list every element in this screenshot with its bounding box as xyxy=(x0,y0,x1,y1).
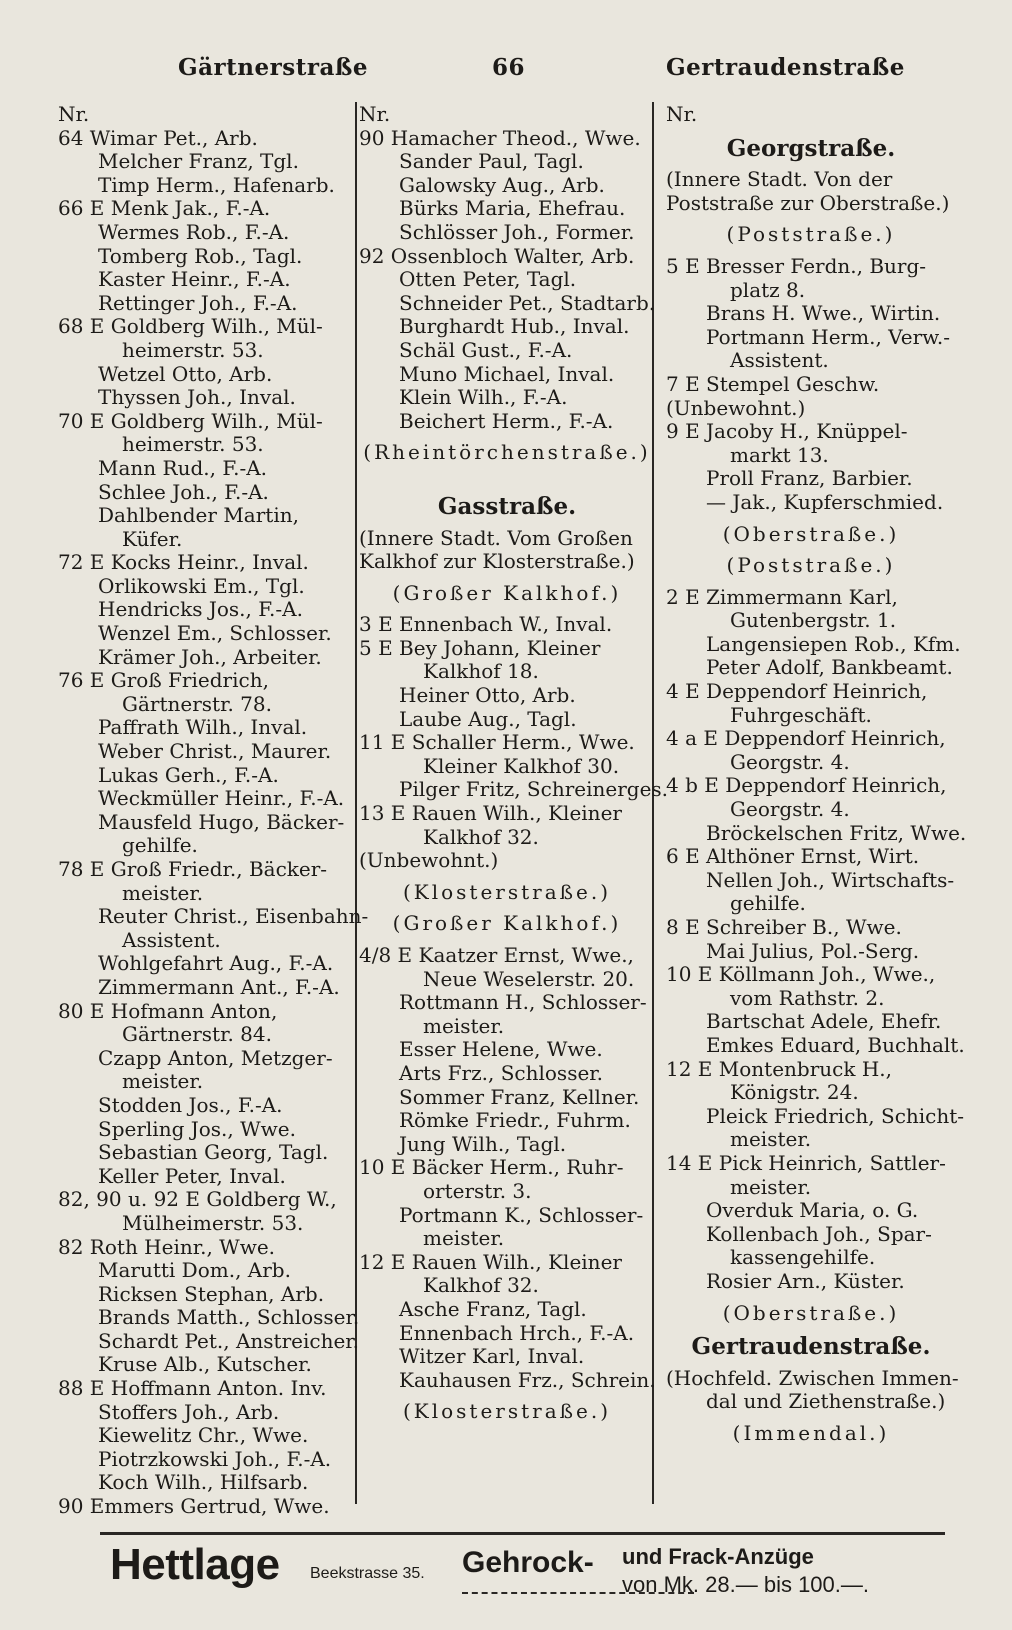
entry-line: Bartschat Adele, Ehefr. xyxy=(706,1009,942,1034)
entry-line: Georgstr. 4. xyxy=(730,749,850,774)
entry-line: Weber Christ., Maurer. xyxy=(98,739,332,764)
entry-line: Kleiner Kalkhof 30. xyxy=(423,753,620,778)
entry-line: 82 Roth Heinr., Wwe. xyxy=(58,1234,276,1259)
entry-line: Gärtnerstr. 84. xyxy=(122,1022,272,1047)
ad-brand: Hettlage xyxy=(110,1540,280,1589)
cross-street: (Poststraße.) xyxy=(726,553,896,578)
street-description: (Innere Stadt. Vom Großen xyxy=(359,525,633,550)
entry-line: Koch Wilh., Hilfsarb. xyxy=(98,1470,309,1495)
entry-line: meister. xyxy=(730,1127,812,1152)
entry-line: Kruse Alb., Kutscher. xyxy=(98,1352,312,1377)
entry-line: 66 E Menk Jak., F.-A. xyxy=(58,196,271,221)
entry-line: Wohlgefahrt Aug., F.-A. xyxy=(98,951,334,976)
entry-line: Brands Matth., Schlosser. xyxy=(98,1305,360,1330)
entry-line: Emkes Eduard, Buchhalt. xyxy=(706,1032,965,1057)
column-divider-1 xyxy=(355,102,357,1504)
entry-line: Georgstr. 4. xyxy=(730,797,850,822)
cross-street: (Rheintörchenstraße.) xyxy=(363,440,651,465)
entry-line: Wenzel Em., Schlosser. xyxy=(98,621,332,646)
entry-line: meister. xyxy=(730,1174,812,1199)
entry-line: Dahlbender Martin, xyxy=(98,503,299,528)
entry-line: Melcher Franz, Tgl. xyxy=(98,149,299,174)
entry-line: Wermes Rob., F.-A. xyxy=(98,219,290,244)
entry-line: 70 E Goldberg Wilh., Mül- xyxy=(58,408,323,433)
entry-line: 92 Ossenbloch Walter, Arb. xyxy=(359,243,635,268)
entry-line: 3 E Ennenbach W., Inval. xyxy=(359,612,613,637)
entry-line: Schäl Gust., F.-A. xyxy=(399,337,573,362)
entry-line: 12 E Montenbruck H., xyxy=(666,1056,892,1081)
entry-line: Kaster Heinr., F.-A. xyxy=(98,267,291,292)
entry-line: 4 a E Deppendorf Heinrich, xyxy=(666,726,946,751)
entry-line: (Unbewohnt.) xyxy=(666,395,806,420)
entry-line: Rottmann H., Schlosser- xyxy=(399,990,647,1015)
cross-street: (Klosterstraße.) xyxy=(402,879,612,904)
entry-line: Marutti Dom., Arb. xyxy=(98,1258,291,1283)
entry-line: Orlikowski Em., Tgl. xyxy=(98,573,305,598)
entry-line: Neue Weselerstr. 20. xyxy=(423,966,635,991)
entry-line: markt 13. xyxy=(730,442,829,467)
entry-line: Mai Julius, Pol.-Serg. xyxy=(706,938,920,963)
entry-line: Assistent. xyxy=(122,927,221,952)
entry-line: (Unbewohnt.) xyxy=(359,848,499,873)
entry-line: meister. xyxy=(122,880,204,905)
entry-line: Gärtnerstr. 78. xyxy=(122,691,272,716)
entry-line: Muno Michael, Inval. xyxy=(399,361,615,386)
ad-address: Beekstrasse 35. xyxy=(310,1565,425,1582)
entry-line: Königstr. 24. xyxy=(730,1080,859,1105)
entry-line: gehilfe. xyxy=(122,833,198,858)
street-heading: Gasstraße. xyxy=(437,492,577,520)
entry-line: 72 E Kocks Heinr., Inval. xyxy=(58,550,309,575)
entry-line: Brans H. Wwe., Wirtin. xyxy=(706,301,941,326)
entry-line: Kauhausen Frz., Schrein. xyxy=(399,1367,656,1392)
entry-line: 13 E Rauen Wilh., Kleiner xyxy=(359,801,622,826)
entry-line: 76 E Groß Friedrich, xyxy=(58,668,269,693)
entry-line: Gutenbergstr. 1. xyxy=(730,608,897,633)
entry-line: 4 b E Deppendorf Heinrich, xyxy=(666,773,947,798)
cross-street: (Immendal.) xyxy=(732,1420,890,1445)
entry-line: kassengehilfe. xyxy=(730,1245,876,1270)
entry-line: Mülheimerstr. 53. xyxy=(122,1210,304,1235)
entry-line: 90 Hamacher Theod., Wwe. xyxy=(359,125,641,150)
cross-street: (Klosterstraße.) xyxy=(402,1399,612,1424)
entry-line: 88 E Hoffmann Anton. Inv. xyxy=(58,1376,327,1401)
entry-line: Kalkhof 18. xyxy=(423,659,539,684)
entry-line: 11 E Schaller Herm., Wwe. xyxy=(359,730,635,755)
entry-line: heimerstr. 53. xyxy=(122,337,264,362)
entry-line: Proll Franz, Barbier. xyxy=(706,466,913,491)
street-description: (Hochfeld. Zwischen Immen- xyxy=(666,1365,959,1390)
entry-line: Pilger Fritz, Schreinerges. xyxy=(399,777,669,802)
entry-line: — Jak., Kupferschmied. xyxy=(706,489,944,514)
entry-line: Asche Franz, Tagl. xyxy=(399,1296,587,1321)
entry-line: Piotrzkowski Joh., F.-A. xyxy=(98,1446,332,1471)
entry-line: Fuhrgeschäft. xyxy=(730,702,872,727)
entry-line: Schneider Pet., Stadtarb. xyxy=(399,290,656,315)
entry-line: Zimmermann Ant., F.-A. xyxy=(98,974,340,999)
entry-line: Hendricks Jos., F.-A. xyxy=(98,597,303,622)
entry-line: Kalkhof 32. xyxy=(423,824,539,849)
page-number: 66 xyxy=(492,54,526,81)
entry-line: Esser Helene, Wwe. xyxy=(399,1037,603,1062)
entry-line: 64 Wimar Pet., Arb. xyxy=(58,125,258,150)
street-heading: Gertraudenstraße. xyxy=(691,1333,931,1361)
entry-line: Ennenbach Hrch., F.-A. xyxy=(399,1320,635,1345)
entry-line: Rettinger Joh., F.-A. xyxy=(98,290,298,315)
entry-line: 5 E Bey Johann, Kleiner xyxy=(359,635,601,660)
cross-street: (Großer Kalkhof.) xyxy=(392,911,622,936)
column-1 xyxy=(58,102,369,1519)
entry-line: Küfer. xyxy=(122,526,183,551)
entry-line: 90 Emmers Gertrud, Wwe. xyxy=(58,1494,330,1519)
entry-line: Pleick Friedrich, Schicht- xyxy=(706,1103,965,1128)
entry-line: Lukas Gerh., F.-A. xyxy=(98,762,279,787)
entry-line: Stoffers Joh., Arb. xyxy=(98,1399,280,1424)
entry-line: 9 E Jacoby H., Knüppel- xyxy=(666,419,908,444)
entry-line: Beichert Herm., F.-A. xyxy=(399,408,614,433)
entry-line: 7 E Stempel Geschw. xyxy=(666,371,880,396)
entry-line: Laube Aug., Tagl. xyxy=(399,706,577,731)
entry-line: 14 E Pick Heinrich, Sattler- xyxy=(666,1150,946,1175)
entry-line: 6 E Althöner Ernst, Wirt. xyxy=(666,844,920,869)
entry-line: Römke Friedr., Fuhrm. xyxy=(399,1108,631,1133)
entry-line: meister. xyxy=(423,1226,505,1251)
spacer xyxy=(359,473,655,485)
entry-line: Peter Adolf, Bankbeamt. xyxy=(706,655,953,680)
entry-line: Sommer Franz, Kellner. xyxy=(399,1084,640,1109)
entry-line: 10 E Bäcker Herm., Ruhr- xyxy=(359,1155,624,1180)
entry-line: Weckmüller Heinr., F.-A. xyxy=(98,786,345,811)
entry-line: Burghardt Hub., Inval. xyxy=(399,314,630,339)
column-2 xyxy=(359,102,669,1432)
nr-label: Nr. xyxy=(58,102,90,126)
ad-product-2: und Frack-Anzüge xyxy=(622,1544,814,1569)
entry-line: Schlösser Joh., Former. xyxy=(399,219,635,244)
ad-price: von Mk. 28.— bis 100.—. xyxy=(622,1572,869,1597)
cross-street: (Poststraße.) xyxy=(726,222,896,247)
entry-line: vom Rathstr. 2. xyxy=(730,985,885,1010)
entry-line: Arts Frz., Schlosser. xyxy=(399,1060,604,1085)
entry-line: Kollenbach Joh., Spar- xyxy=(706,1221,932,1246)
entry-line: Bröckelschen Fritz, Wwe. xyxy=(706,820,967,845)
cross-street: (Oberstraße.) xyxy=(722,521,900,546)
entry-line: Nellen Joh., Wirtschafts- xyxy=(706,867,955,892)
entry-line: Reuter Christ., Eisenbahn- xyxy=(98,904,369,929)
entry-line: 8 E Schreiber B., Wwe. xyxy=(666,915,902,939)
entry-line: Stodden Jos., F.-A. xyxy=(98,1092,283,1117)
entry-line: 4 E Deppendorf Heinrich, xyxy=(666,679,928,704)
advertisement-rule xyxy=(100,1532,945,1535)
entry-line: Portmann K., Schlosser- xyxy=(399,1202,644,1227)
street-description: (Innere Stadt. Von der xyxy=(666,167,893,192)
ad-product: Gehrock- xyxy=(462,1546,594,1579)
entry-line: 80 E Hofmann Anton, xyxy=(58,998,278,1023)
cross-street: (Oberstraße.) xyxy=(722,1300,900,1325)
entry-line: Mann Rud., F.-A. xyxy=(98,455,268,480)
entry-line: Paffrath Wilh., Inval. xyxy=(98,715,308,740)
entry-line: Sebastian Georg, Tagl. xyxy=(98,1140,329,1165)
entry-line: Ricksen Stephan, Arb. xyxy=(98,1281,325,1306)
entry-line: 10 E Köllmann Joh., Wwe., xyxy=(666,962,936,987)
entry-line: Overduk Maria, o. G. xyxy=(706,1198,919,1223)
entry-line: Heiner Otto, Arb. xyxy=(399,683,576,708)
street-description: Poststraße zur Oberstraße.) xyxy=(666,190,950,215)
entry-line: 2 E Zimmermann Karl, xyxy=(666,584,898,609)
entry-line: Schlee Joh., F.-A. xyxy=(98,479,269,504)
entry-line: meister. xyxy=(423,1013,505,1038)
entry-line: meister. xyxy=(122,1069,204,1094)
entry-line: gehilfe. xyxy=(730,891,806,916)
entry-line: Assistent. xyxy=(730,348,829,373)
entry-line: 12 E Rauen Wilh., Kleiner xyxy=(359,1249,622,1274)
entry-line: Sperling Jos., Wwe. xyxy=(98,1116,296,1141)
entry-line: Timp Herm., Hafenarb. xyxy=(98,172,335,197)
entry-line: Thyssen Joh., Inval. xyxy=(98,385,296,410)
entry-line: platz 8. xyxy=(730,277,806,302)
street-description: Kalkhof zur Klosterstraße.) xyxy=(359,549,635,574)
entry-line: Kalkhof 32. xyxy=(423,1273,539,1298)
advertisement xyxy=(110,1538,930,1598)
entry-line: Kiewelitz Chr., Wwe. xyxy=(98,1423,309,1448)
column-3 xyxy=(666,102,967,1453)
entry-line: 68 E Goldberg Wilh., Mül- xyxy=(58,314,323,339)
header-street-right: Gertraudenstraße xyxy=(666,54,905,81)
entry-line: orterstr. 3. xyxy=(423,1178,532,1203)
entry-line: 78 E Groß Friedr., Bäcker- xyxy=(58,857,328,881)
entry-line: 5 E Bresser Ferdn., Burg- xyxy=(666,253,927,278)
entry-line: Czapp Anton, Metzger- xyxy=(98,1045,333,1070)
entry-line: Sander Paul, Tagl. xyxy=(399,149,584,174)
entry-line: Krämer Joh., Arbeiter. xyxy=(98,644,322,669)
entry-line: Jung Wilh., Tagl. xyxy=(399,1131,567,1156)
entry-line: Rosier Arn., Küster. xyxy=(706,1268,905,1293)
entry-line: Keller Peter, Inval. xyxy=(98,1163,286,1188)
entry-line: Otten Peter, Tagl. xyxy=(399,267,577,292)
street-heading: Georgstraße. xyxy=(726,134,896,162)
entry-line: Langensiepen Rob., Kfm. xyxy=(706,631,961,656)
nr-label: Nr. xyxy=(359,102,391,126)
header-street-left: Gärtnerstraße xyxy=(178,54,368,81)
entry-line: Wetzel Otto, Arb. xyxy=(98,361,273,386)
entry-line: 82, 90 u. 92 E Goldberg W., xyxy=(58,1187,337,1212)
nr-label: Nr. xyxy=(666,102,698,126)
entry-line: Portmann Herm., Verw.- xyxy=(706,324,951,349)
entry-line: heimerstr. 53. xyxy=(122,432,264,457)
street-description: dal und Ziethenstraße.) xyxy=(706,1389,946,1414)
entry-line: Mausfeld Hugo, Bäcker- xyxy=(98,809,345,834)
entry-line: Tomberg Rob., Tagl. xyxy=(98,243,303,268)
entry-line: Witzer Karl, Inval. xyxy=(399,1344,585,1369)
entry-line: Bürks Maria, Ehefrau. xyxy=(399,196,626,221)
entry-line: Galowsky Aug., Arb. xyxy=(399,172,605,197)
entry-line: Schardt Pet., Anstreicher. xyxy=(98,1328,360,1353)
cross-street: (Großer Kalkhof.) xyxy=(392,580,622,605)
entry-line: 4/8 E Kaatzer Ernst, Wwe., xyxy=(359,943,634,967)
entry-line: Klein Wilh., F.-A. xyxy=(399,385,568,410)
